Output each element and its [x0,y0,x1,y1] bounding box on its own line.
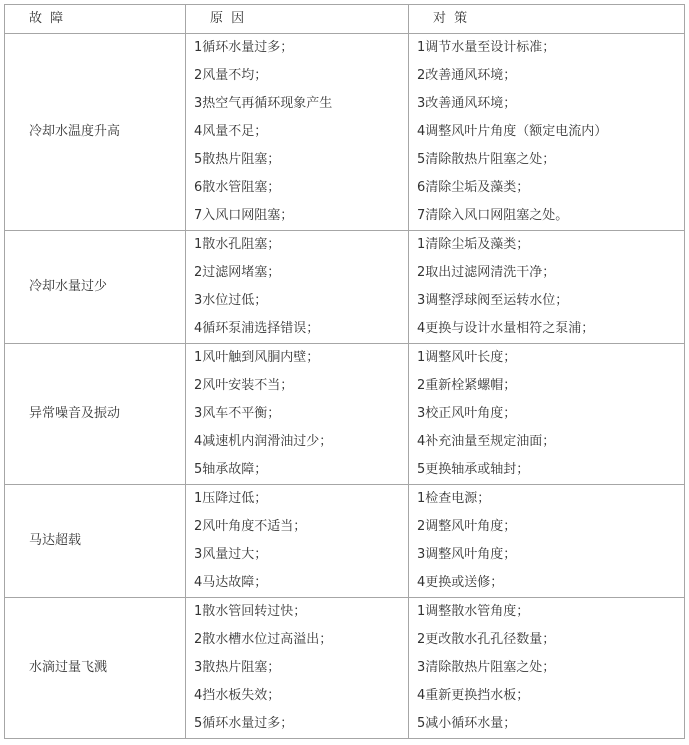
measure-item: 2更改散水孔孔径数量； [417,632,556,647]
cause-item: 6散水管阻塞； [194,180,281,195]
cause-item: 2散水槽水位过高溢出； [194,632,333,647]
cause-list [186,598,409,739]
cause-item: 2风叶安装不当； [194,378,294,393]
cause-item: 2过滤网堵塞； [194,265,281,280]
measure-item: 3调整浮球阀至运转水位； [417,293,569,308]
measure-item: 1检查电源； [417,491,491,506]
cause-item: 3热空气再循环现象产生 [194,96,333,111]
cause-list [186,34,409,231]
cause-item: 4循环泵浦选择错误； [194,321,320,336]
measure-item: 1调整散水管角度； [417,604,530,619]
measure-item: 3调整风叶角度； [417,547,517,562]
header-fault: 故 障 [5,5,186,34]
measure-item: 2重新栓紧螺帽； [417,378,517,393]
header-measure: 对 策 [409,5,685,34]
cause-item: 3风车不平衡； [194,406,281,421]
fault-table [4,4,685,739]
cause-item: 3水位过低； [194,293,268,308]
cause-item: 1散水孔阻塞； [194,237,281,252]
cause-item: 4挡水板失效； [194,688,281,703]
measure-item: 6清除尘垢及藻类； [417,180,530,195]
fault-name: 马达超载 [5,485,186,598]
cause-item: 5轴承故障； [194,462,268,477]
cause-list [186,485,409,598]
fault-name: 冷却水温度升高 [5,34,186,231]
measure-item: 4更换或送修； [417,575,504,590]
measure-item: 3校正风叶角度； [417,406,517,421]
cause-item: 3风量过大； [194,547,268,562]
cause-item: 4风量不足； [194,124,268,139]
measure-item: 4调整风叶片角度（额定电流内） [417,124,608,139]
cause-item: 1风叶触到风胴内壁； [194,350,320,365]
measure-item: 2调整风叶角度； [417,519,517,534]
measure-item: 2取出过滤网清洗干净； [417,265,556,280]
measure-item: 1调节水量至设计标准； [417,40,556,55]
table-body [5,34,685,739]
cause-list [186,344,409,485]
cause-item: 1循环水量过多； [194,40,294,55]
table-row [5,34,685,231]
cause-item: 2风叶角度不适当； [194,519,307,534]
measure-item: 4重新更换挡水板； [417,688,530,703]
cause-item: 7入风口网阻塞； [194,208,294,223]
measure-item: 5减小循环水量； [417,716,517,731]
measure-list [409,485,685,598]
cause-item: 1压降过低； [194,491,268,506]
fault-name: 水滴过量飞溅 [5,598,186,739]
cause-item: 5散热片阻塞； [194,152,281,167]
cause-item: 4减速机内润滑油过少； [194,434,333,449]
cause-item: 4马达故障； [194,575,268,590]
fault-name: 异常噪音及振动 [5,344,186,485]
measure-item: 3改善通风环境； [417,96,517,111]
header-row [5,5,685,34]
measure-item: 4补充油量至规定油面； [417,434,556,449]
measure-list [409,34,685,231]
measure-item: 4更换与设计水量相符之泵浦； [417,321,595,336]
table-row [5,344,685,485]
measure-item: 3清除散热片阻塞之处； [417,660,556,675]
cause-item: 3散热片阻塞； [194,660,281,675]
measure-item: 1清除尘垢及藻类； [417,237,530,252]
measure-item: 1调整风叶长度； [417,350,517,365]
cause-item: 5循环水量过多； [194,716,294,731]
measure-list [409,344,685,485]
measure-list [409,231,685,344]
cause-item: 2风量不均； [194,68,268,83]
table-row [5,231,685,344]
measure-item: 5更换轴承或轴封； [417,462,530,477]
cause-item: 1散水管回转过快； [194,604,307,619]
measure-item: 7清除入风口网阻塞之处。 [417,208,569,223]
header-cause: 原 因 [186,5,409,34]
measure-item: 5清除散热片阻塞之处； [417,152,556,167]
measure-list [409,598,685,739]
cause-list [186,231,409,344]
table-row [5,485,685,598]
measure-item: 2改善通风环境； [417,68,517,83]
fault-name: 冷却水量过少 [5,231,186,344]
table-row [5,598,685,739]
